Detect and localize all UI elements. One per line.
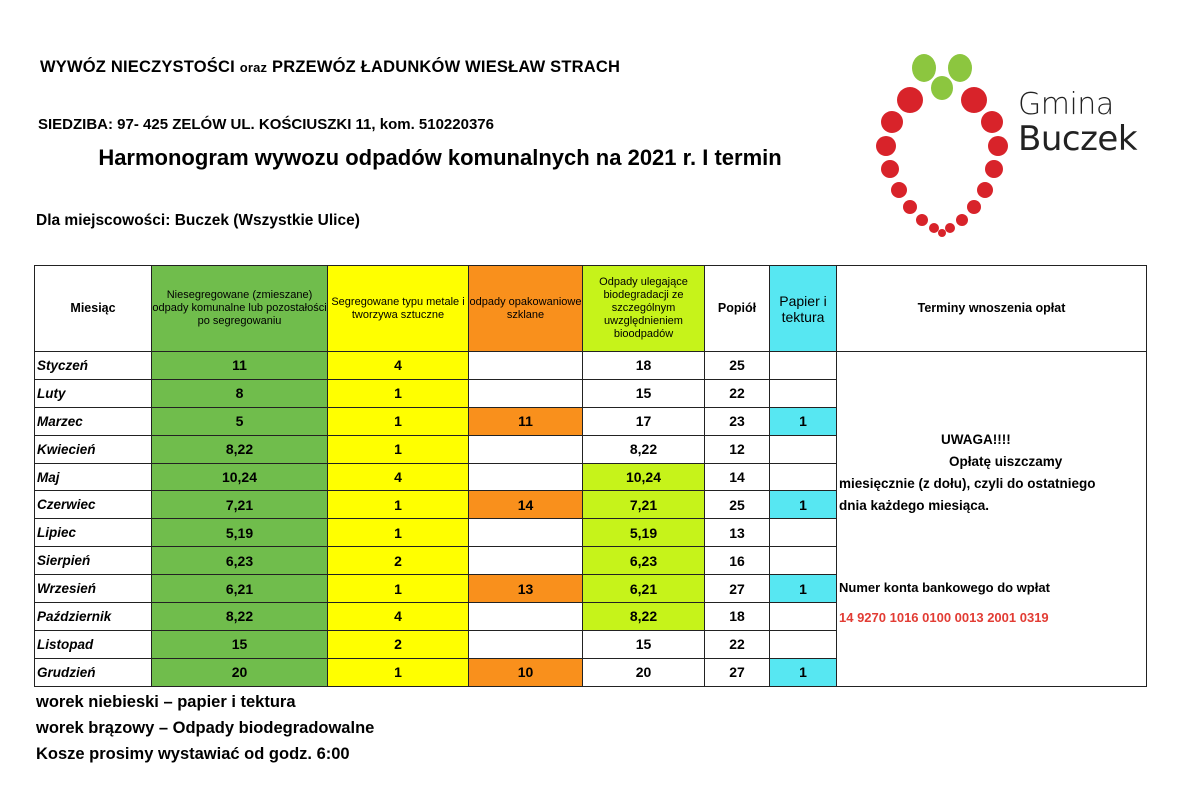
mixed-waste-cell: 8,22 <box>152 603 328 631</box>
month-cell: Październik <box>35 603 152 631</box>
bank-account-number: 14 9270 1016 0100 0013 2001 0319 <box>839 610 1049 625</box>
glass-cell: 11 <box>469 407 583 435</box>
bio-cell: 20 <box>583 658 705 686</box>
month-cell: Marzec <box>35 407 152 435</box>
header-glass: odpady opakowaniowe szklane <box>469 266 583 352</box>
ash-cell: 14 <box>705 463 770 491</box>
schedule-table <box>34 265 1147 687</box>
month-cell: Listopad <box>35 630 152 658</box>
glass-cell <box>469 379 583 407</box>
mixed-waste-cell: 6,23 <box>152 547 328 575</box>
month-cell: Sierpień <box>35 547 152 575</box>
locality-label: Dla miejscowości: Buczek (Wszystkie Ulice) <box>36 212 360 229</box>
bio-cell: 5,19 <box>583 519 705 547</box>
bio-cell: 15 <box>583 379 705 407</box>
mixed-waste-cell: 8,22 <box>152 435 328 463</box>
ash-cell: 27 <box>705 575 770 603</box>
bio-cell: 8,22 <box>583 435 705 463</box>
paper-cell <box>770 379 837 407</box>
company-name-part1: WYWÓZ NIECZYSTOŚCI <box>40 58 235 76</box>
company-name-connector: oraz <box>239 60 268 75</box>
ash-cell: 16 <box>705 547 770 575</box>
bank-account-label: Numer konta bankowego do wpłat <box>839 580 1050 595</box>
notes-warning: UWAGA!!!! <box>941 432 1011 447</box>
month-cell: Lipiec <box>35 519 152 547</box>
mixed-waste-cell: 20 <box>152 658 328 686</box>
bio-cell: 10,24 <box>583 463 705 491</box>
glass-cell: 14 <box>469 491 583 519</box>
paper-cell: 1 <box>770 491 837 519</box>
bio-cell: 17 <box>583 407 705 435</box>
footer-note-blue-bag: worek niebieski – papier i tektura <box>36 693 296 711</box>
table-row <box>35 352 1147 380</box>
bio-cell: 15 <box>583 630 705 658</box>
metal-plastic-cell: 1 <box>328 575 469 603</box>
header-payments: Terminy wnoszenia opłat <box>837 266 1147 352</box>
ash-cell: 22 <box>705 379 770 407</box>
metal-plastic-cell: 1 <box>328 435 469 463</box>
paper-cell <box>770 603 837 631</box>
mixed-waste-cell: 15 <box>152 630 328 658</box>
ash-cell: 13 <box>705 519 770 547</box>
header-mixed-waste: Niesegregowane (zmieszane) odpady komunalne lub pozostałości po segregowaniu <box>152 266 328 352</box>
glass-cell <box>469 519 583 547</box>
month-cell: Grudzień <box>35 658 152 686</box>
ash-cell: 25 <box>705 491 770 519</box>
metal-plastic-cell: 4 <box>328 352 469 380</box>
mixed-waste-cell: 5 <box>152 407 328 435</box>
header-metal-plastic: Segregowane typu metale i tworzywa sztuczne <box>328 266 469 352</box>
notes-line1: Opłatę uiszczamy <box>949 454 1063 469</box>
paper-cell <box>770 547 837 575</box>
payment-notes-cell <box>837 352 1147 687</box>
glass-cell: 10 <box>469 658 583 686</box>
company-name <box>40 58 620 77</box>
mixed-waste-cell: 10,24 <box>152 463 328 491</box>
glass-cell <box>469 352 583 380</box>
ash-cell: 23 <box>705 407 770 435</box>
month-cell: Kwiecień <box>35 435 152 463</box>
bio-cell: 6,21 <box>583 575 705 603</box>
notes-line2: miesięcznie (z dołu), czyli do ostatniego <box>839 476 1096 491</box>
header-bio: Odpady ulegające biodegradacji ze szczególnym uwzględnieniem bioodpadów <box>583 266 705 352</box>
metal-plastic-cell: 1 <box>328 658 469 686</box>
header-ash: Popiół <box>705 266 770 352</box>
bio-cell: 18 <box>583 352 705 380</box>
ash-cell: 18 <box>705 603 770 631</box>
glass-cell <box>469 547 583 575</box>
logo-text-line1: Gmina <box>1018 87 1114 122</box>
month-cell: Wrzesień <box>35 575 152 603</box>
footer-note-bins: Kosze prosimy wystawiać od godz. 6:00 <box>36 745 350 763</box>
ash-cell: 27 <box>705 658 770 686</box>
paper-cell <box>770 352 837 380</box>
header-paper: Papier i tektura <box>770 266 837 352</box>
glass-cell: 13 <box>469 575 583 603</box>
paper-cell: 1 <box>770 658 837 686</box>
mixed-waste-cell: 6,21 <box>152 575 328 603</box>
ash-cell: 25 <box>705 352 770 380</box>
mixed-waste-cell: 8 <box>152 379 328 407</box>
paper-cell <box>770 463 837 491</box>
month-cell: Luty <box>35 379 152 407</box>
footer-note-brown-bag: worek brązowy – Odpady biodegradowalne <box>36 719 375 737</box>
glass-cell <box>469 603 583 631</box>
metal-plastic-cell: 4 <box>328 603 469 631</box>
logo-text <box>1018 87 1138 159</box>
metal-plastic-cell: 1 <box>328 519 469 547</box>
logo-text-line2: Buczek <box>1018 119 1138 159</box>
mixed-waste-cell: 5,19 <box>152 519 328 547</box>
company-address: SIEDZIBA: 97- 425 ZELÓW UL. KOŚCIUSZKI 11, kom. 510220376 <box>38 116 494 133</box>
paper-cell <box>770 435 837 463</box>
mixed-waste-cell: 7,21 <box>152 491 328 519</box>
page-title: Harmonogram wywozu odpadów komunalnych na 2021 r. I termin <box>98 145 782 170</box>
table-header-row <box>35 266 1147 352</box>
paper-cell: 1 <box>770 575 837 603</box>
paper-cell <box>770 630 837 658</box>
bio-cell: 6,23 <box>583 547 705 575</box>
glass-cell <box>469 463 583 491</box>
paper-cell: 1 <box>770 407 837 435</box>
metal-plastic-cell: 1 <box>328 491 469 519</box>
bio-cell: 7,21 <box>583 491 705 519</box>
mixed-waste-cell: 11 <box>152 352 328 380</box>
month-cell: Czerwiec <box>35 491 152 519</box>
metal-plastic-cell: 4 <box>328 463 469 491</box>
metal-plastic-cell: 1 <box>328 379 469 407</box>
metal-plastic-cell: 2 <box>328 630 469 658</box>
bio-cell: 8,22 <box>583 603 705 631</box>
company-name-part2: PRZEWÓZ ŁADUNKÓW WIESŁAW STRACH <box>272 58 621 76</box>
glass-cell <box>469 630 583 658</box>
metal-plastic-cell: 2 <box>328 547 469 575</box>
glass-cell <box>469 435 583 463</box>
month-cell: Maj <box>35 463 152 491</box>
header-month: Miesiąc <box>35 266 152 352</box>
paper-cell <box>770 519 837 547</box>
metal-plastic-cell: 1 <box>328 407 469 435</box>
month-cell: Styczeń <box>35 352 152 380</box>
ash-cell: 12 <box>705 435 770 463</box>
notes-line3: dnia każdego miesiąca. <box>839 498 990 513</box>
gmina-logo <box>850 38 1150 248</box>
ash-cell: 22 <box>705 630 770 658</box>
